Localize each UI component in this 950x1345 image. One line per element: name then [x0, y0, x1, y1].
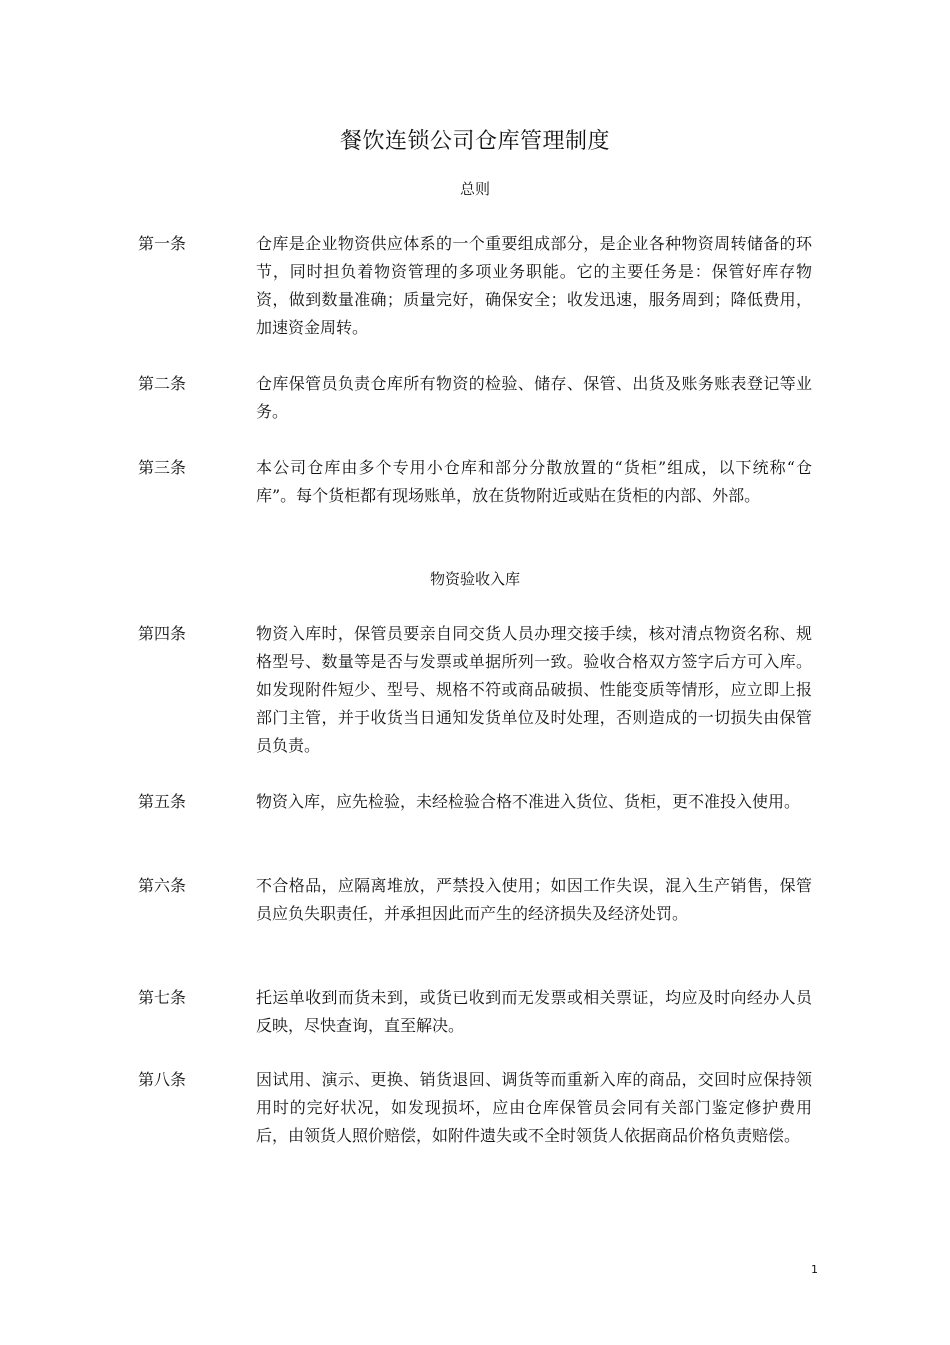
article-label: 第六条: [138, 876, 187, 895]
article-label: 第二条: [138, 374, 187, 393]
page-number: 1: [811, 1263, 818, 1276]
article-text: 物资入库，应先检验，未经检验合格不准进入货位、货柜，更不准投入使用。: [256, 792, 801, 811]
article-label: 第三条: [138, 458, 187, 477]
article-text: 仓库是企业物资供应体系的一个重要组成部分，是企业各种物资周转储备的环节，同时担负着物资管理的多项业务职能。它的主要任务是：保管好库存物资，做到数量准确；质量完好，确保安全；收发迅速，服务周到；降低费用，加速资金周转。: [256, 234, 812, 337]
article-label: 第七条: [138, 988, 187, 1007]
article-text: 本公司仓库由多个专用小仓库和部分分散放置的“货柜”组成，以下统称“仓库”。每个货柜都有现场账单，放在货物附近或贴在货柜的内部、外部。: [256, 458, 812, 505]
document-title: 餐饮连锁公司仓库管理制度: [339, 129, 610, 154]
article-text: 不合格品，应隔离堆放，严禁投入使用；如因工作失误，混入生产销售，保管员应负失职责任，并承担因此而产生的经济损失及经济处罚。: [256, 876, 812, 923]
article-label: 第五条: [138, 792, 187, 811]
section-heading-receiving: 物资验收入库: [429, 570, 520, 588]
article-text: 托运单收到而货未到，或货已收到而无发票或相关票证，均应及时向经办人员反映，尽快查询，直至解决。: [256, 988, 812, 1035]
article-label: 第四条: [138, 624, 187, 643]
article-text: 仓库保管员负责仓库所有物资的检验、储存、保管、出货及账务账表登记等业务。: [256, 374, 812, 421]
article-text: 因试用、演示、更换、销货退回、调货等而重新入库的商品，交回时应保持领用时的完好状况，如发现损坏，应由仓库保管员会同有关部门鉴定修护费用后，由领货人照价赔偿，如附件遗失或不全时领货人依据商品价格负责赔偿。: [256, 1070, 812, 1145]
article-label: 第一条: [138, 234, 187, 253]
article-text: 物资入库时，保管员要亲自同交货人员办理交接手续，核对清点物资名称、规格型号、数量等是否与发票或单据所列一致。验收合格双方签字后方可入库。如发现附件短少、型号、规格不符或商品破损、性能变质等情形，应立即上报部门主管，并于收货当日通知发货单位及时处理，否则造成的一切损失由保管员负责。: [256, 624, 812, 755]
section-heading-general: 总则: [459, 180, 490, 198]
article-label: 第八条: [138, 1070, 187, 1089]
